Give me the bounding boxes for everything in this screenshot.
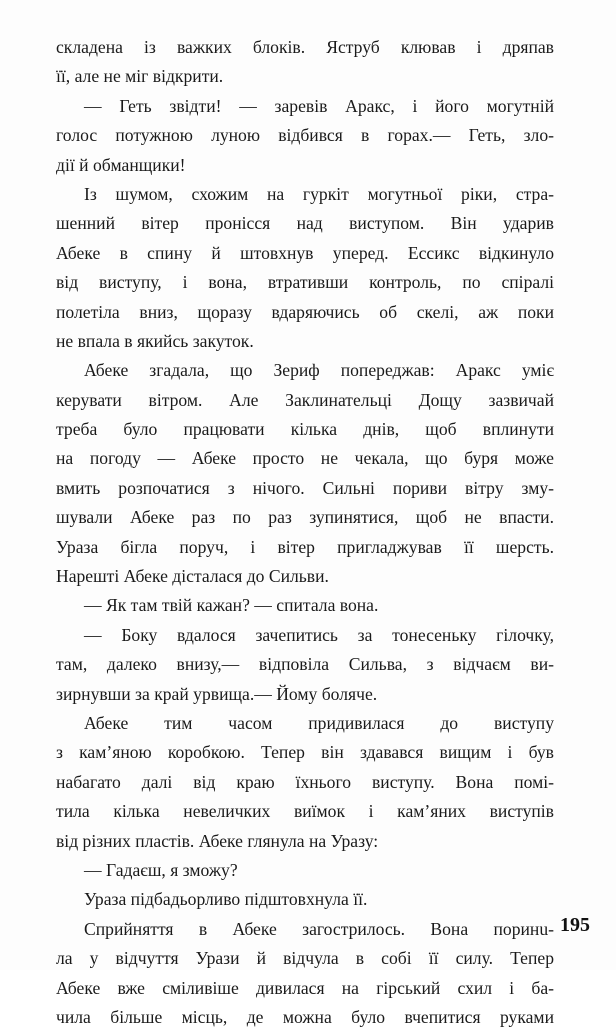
text-line: керувати вітром. Але Заклинательці Дощу зазвичай	[56, 389, 554, 410]
text-line: — Гадаєш, я зможу?	[84, 859, 238, 880]
text-line: полетіла вниз, щоразу вдаряючись об скелі, аж поки	[56, 301, 554, 322]
text-line: Із шумом, схожим на гуркіт могутньої ріки, стра-	[84, 183, 554, 204]
text-line: Абеке вже сміливіше дивилася на гірський схил і ба-	[56, 977, 554, 998]
text-line: Ураза бігла поруч, і вітер пригладжував її шерсть.	[56, 536, 554, 557]
body-text	[56, 33, 554, 1032]
text-line: з кам’яною коробкою. Тепер він здавався вищим і був	[56, 742, 554, 763]
text-line: дії й обманщики!	[56, 154, 186, 175]
text-line: тила кілька невеличких виїмок і кам’яних виступів	[56, 801, 554, 822]
text-line: Нарешті Абеке дісталася до Сильви.	[56, 566, 329, 587]
text-line: від виступу, і вона, втративши контроль, по спіралі	[56, 272, 554, 293]
text-line: Абеке згадала, що Зериф попереджав: Аракс уміє	[84, 360, 554, 381]
text-line: Абеке тим часом придивилася до виступу	[84, 712, 554, 733]
text-line: голос потужною луною відбився в горах.— Геть, зло-	[56, 125, 554, 146]
text-line: Ураза підбадьорливо підштовхнула її.	[84, 889, 368, 910]
text-line: складена із важких блоків. Яструб клював і дряпав	[56, 37, 554, 57]
text-line: — Геть звідти! — заревів Аракс, і його могутній	[84, 95, 554, 116]
text-line: на погоду — Абеке просто не чекала, що буря може	[56, 448, 554, 469]
text-line: Абеке в спину й штовхнув уперед. Ессикс відкинуло	[56, 242, 554, 263]
text-line: — Як там твій кажан? — спитала вона.	[84, 595, 379, 616]
text-line: Сприйняття в Абеке загострилось. Вона поринu-	[84, 918, 554, 939]
text-line: зирнувши за край урвища.— Йому боляче.	[56, 683, 378, 704]
text-line: чила більше місць, де можна було вчепитися руками	[56, 1006, 554, 1027]
text-line: ла у відчуття Урази й відчула в собі її силу. Тепер	[56, 948, 554, 969]
text-line: від різних пластів. Абеке глянула на Уразу:	[56, 830, 379, 851]
text-line: — Боку вдалося зачепитись за тонесеньку гілочку,	[84, 624, 554, 645]
text-line: шенний вітер пронісся над виступом. Він ударив	[56, 213, 554, 234]
page-number: 195	[560, 914, 590, 936]
text-line: її, але не міг відкрити.	[56, 66, 224, 87]
text-line: вмить розпочатися з нічого. Сильні пориви вітру зму-	[56, 477, 554, 498]
text-line: шували Абеке раз по раз зупинятися, щоб не впасти.	[56, 507, 554, 528]
text-line: там, далеко внизу,— відповіла Сильва, з відчаєм ви-	[56, 654, 554, 675]
text-line: набагато далі від краю їхнього виступу. Вона помі-	[56, 771, 554, 792]
text-line: не впала в якийсь закуток.	[56, 330, 254, 351]
text-line: треба було працювати кілька днів, щоб вплинути	[56, 419, 554, 440]
